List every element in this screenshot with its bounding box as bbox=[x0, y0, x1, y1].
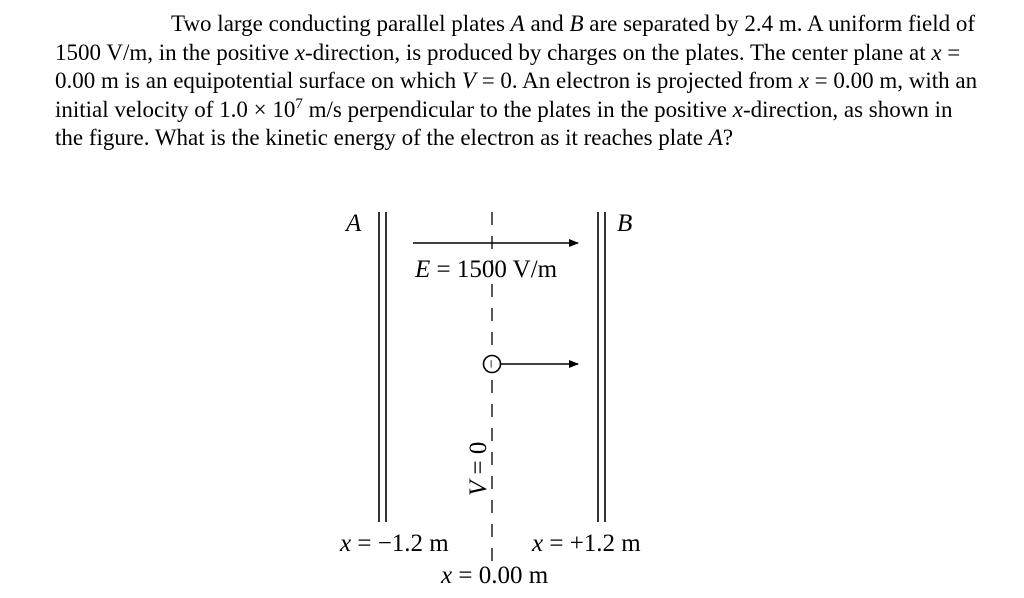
plate-a bbox=[379, 212, 386, 522]
plate-b bbox=[598, 212, 605, 522]
x-var: x bbox=[931, 39, 942, 65]
x-left-label: x = −1.2 m bbox=[340, 530, 449, 557]
problem-text: -direction, is produced by charges on the plates. The center plane at bbox=[305, 39, 932, 65]
problem-text: Two large conducting parallel plates bbox=[171, 11, 511, 36]
field-label: E = 1500 V/m bbox=[415, 256, 558, 283]
problem-text: = 0.00 m, with an initial velocity of 1.0 × 10 bbox=[55, 68, 978, 122]
x-var: x bbox=[294, 39, 306, 65]
x-right-label: x = +1.2 m bbox=[532, 530, 641, 557]
electron-minus-sign: − bbox=[483, 359, 501, 369]
x-var: x bbox=[798, 68, 809, 93]
x-center-label: x = 0.00 m bbox=[441, 562, 549, 589]
electron bbox=[484, 356, 501, 373]
problem-text: and bbox=[524, 11, 570, 36]
problem-text: ? bbox=[722, 125, 734, 150]
plate-b-label: B bbox=[617, 210, 633, 237]
plate-a-var: A bbox=[708, 125, 723, 150]
plate-a-var: A bbox=[510, 11, 525, 36]
potential-label: V = 0 bbox=[465, 441, 492, 496]
problem-text: = 0.00 m is an equipotential surface on which bbox=[55, 39, 961, 93]
exponent: 7 bbox=[295, 95, 303, 112]
plate-a-label: A bbox=[346, 210, 362, 237]
plate-b-var: B bbox=[569, 11, 584, 36]
problem-text: are separated by 2.4 m. A uniform field of 1500 V/m, in the positive bbox=[55, 11, 976, 65]
x-var: x bbox=[732, 96, 743, 122]
problem-text: -direction, as shown in the figure. What is the kinetic energy of the electron as it reaches plate bbox=[55, 96, 953, 150]
v-var: V bbox=[461, 68, 476, 93]
problem-text: m/s perpendicular to the plates in the positive bbox=[302, 96, 733, 122]
problem-text: = 0. An electron is projected from bbox=[475, 68, 799, 93]
